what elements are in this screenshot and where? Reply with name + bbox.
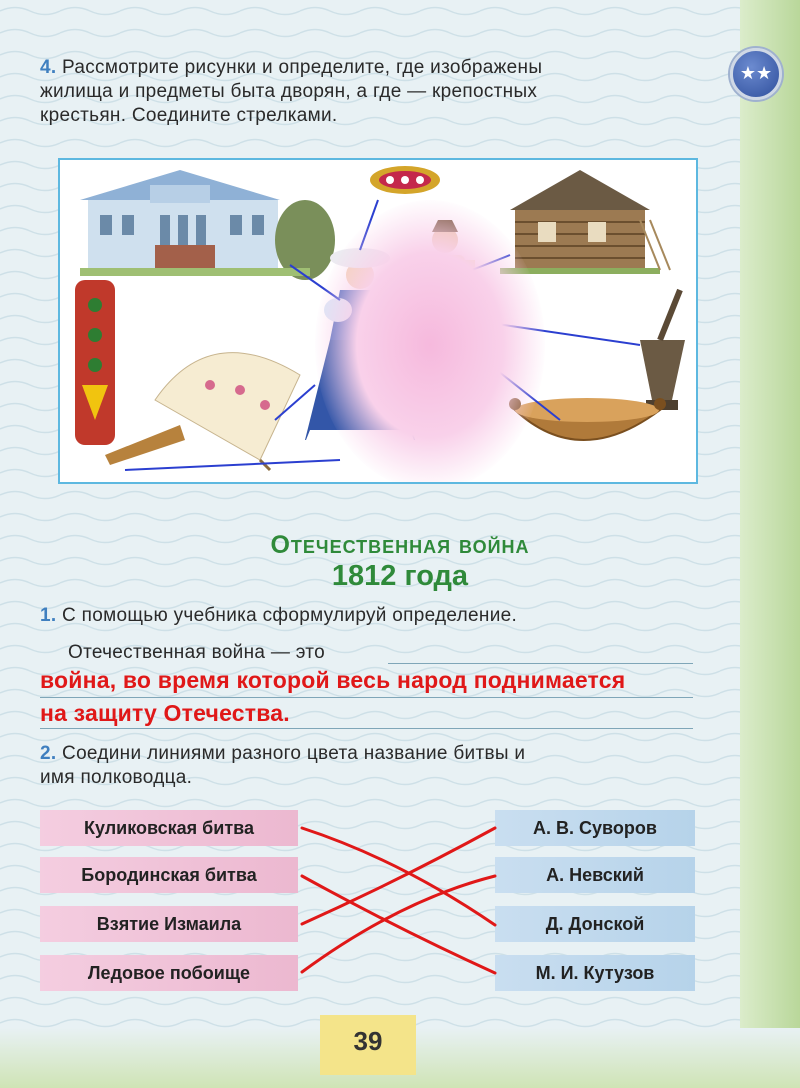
task4-text-1: Рассмотрите рисунки и определите, где изображены [62,57,543,78]
task4-line2: жилища и предметы быта дворян, а где — крепостных [40,81,538,102]
battle-kulikovo[interactable]: Куликовская битва [40,810,298,846]
section-title-line1: Отечественная война [270,531,530,559]
task2-line2: имя полководца. [40,767,193,788]
battle-ice[interactable]: Ледовое побоище [40,955,298,991]
task1-number: 1. [40,605,57,626]
section-title-line2: 1812 года [331,560,469,592]
answer-line2: на защиту Отечества. [40,700,290,726]
task2-text-1: Соедини линиями разного цвета название битвы и [62,743,526,764]
answer-line1: война, во время которой весь народ поднимается [40,667,626,693]
battle-borodino[interactable]: Бородинская битва [40,857,298,893]
page-number: 39 [320,1015,416,1075]
task1-text: С помощью учебника сформулируй определение. [62,605,518,626]
task4-number: 4. [40,57,57,78]
task2-number: 2. [40,743,57,764]
task4-line3: крестьян. Соедините стрелками. [40,105,338,126]
commander-kutuzov[interactable]: М. И. Кутузов [495,955,695,991]
commander-donskoy[interactable]: Д. Донской [495,906,695,942]
definition-prompt: Отечественная война — это [68,642,325,663]
battle-izmail[interactable]: Взятие Измаила [40,906,298,942]
commander-nevsky[interactable]: А. Невский [495,857,695,893]
two-stars-icon: ★★ [730,48,782,100]
commander-suvorov[interactable]: А. В. Суворов [495,810,695,846]
